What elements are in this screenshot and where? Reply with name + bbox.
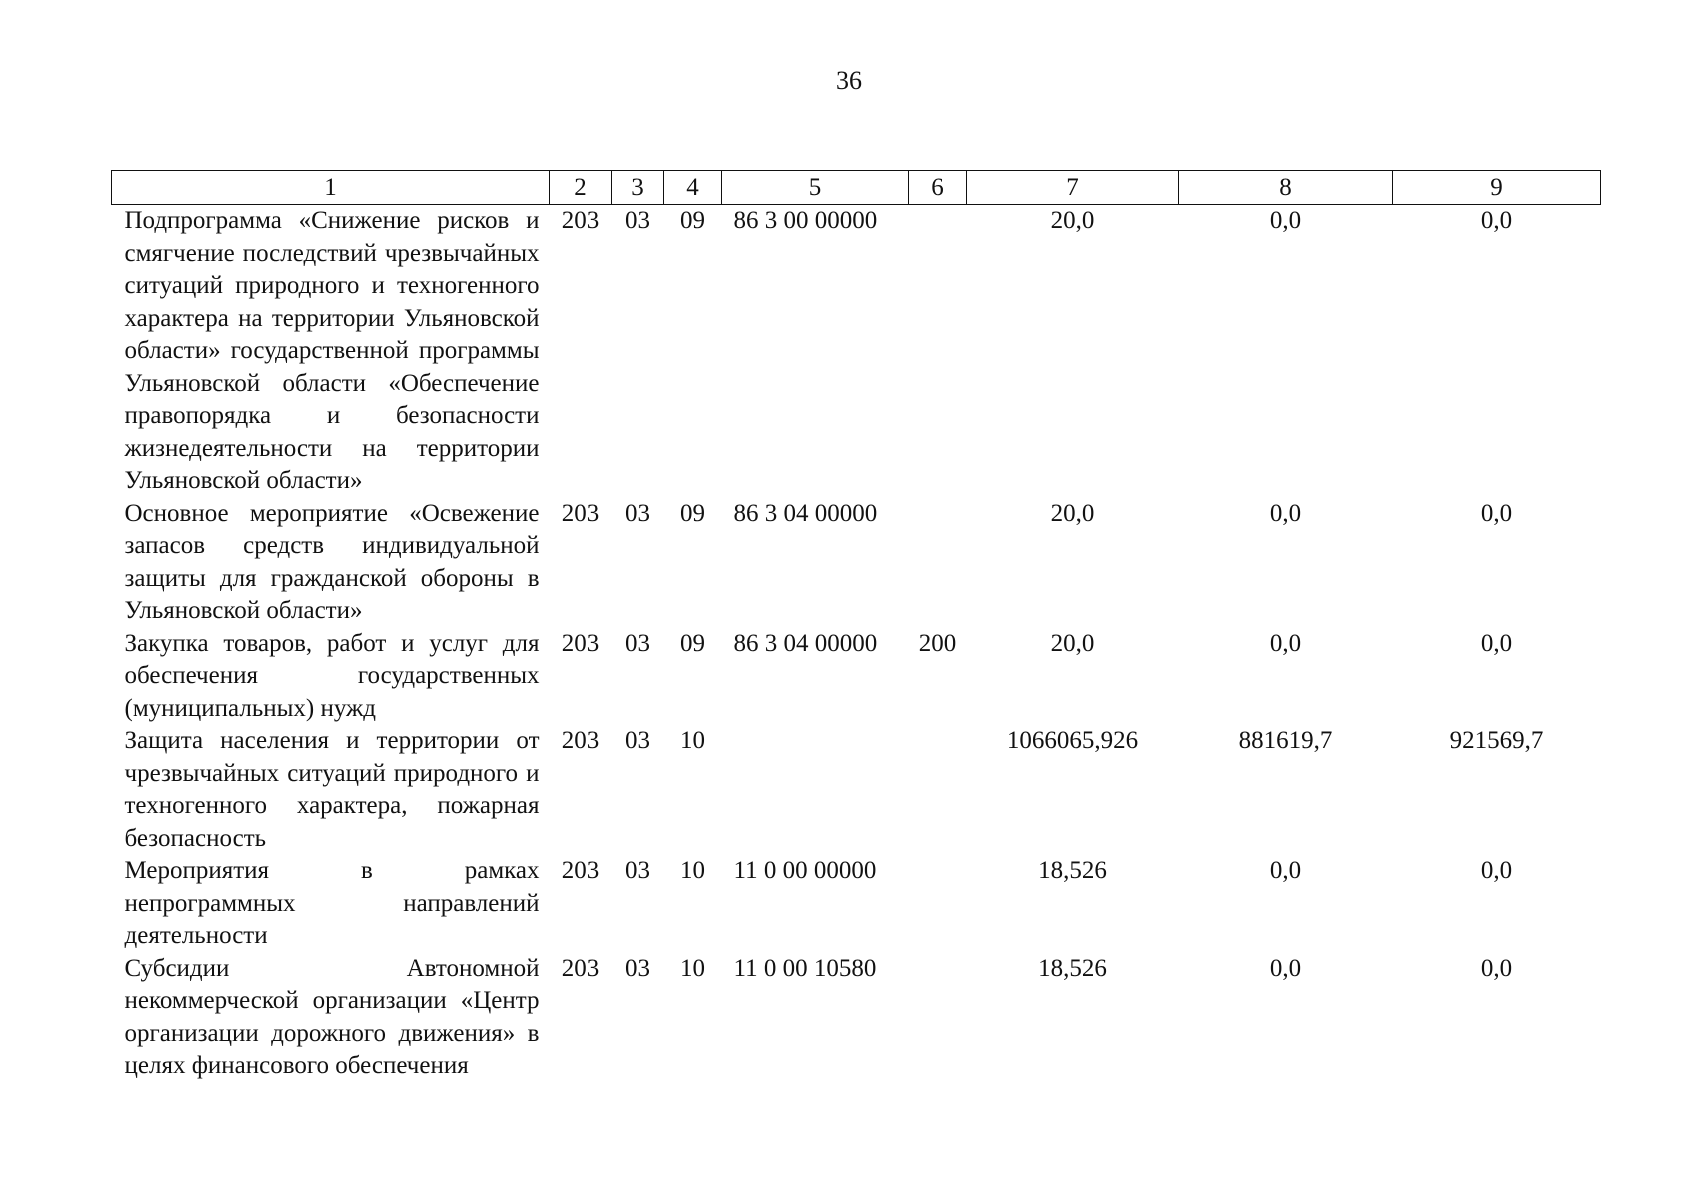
row-col-5: 86 3 04 00000 (733, 629, 878, 657)
row-col-7: 20,0 (1050, 629, 1095, 657)
row-col-3: 03 (625, 857, 650, 884)
row-col-2: 203 (561, 629, 600, 657)
row-col-2: 203 (561, 207, 600, 234)
header-col-9: 9 (1393, 171, 1601, 205)
row-col-4: 09 (680, 629, 705, 657)
page-number: 36 (836, 66, 862, 95)
header-row (112, 171, 1601, 205)
row-col-9: 0,0 (1480, 629, 1513, 657)
header-col-6: 6 (909, 171, 967, 205)
row-col-4: 10 (680, 727, 705, 754)
table-row (112, 628, 1601, 726)
row-col-5: 86 3 00 00000 (733, 207, 878, 234)
table-row (112, 855, 1601, 953)
budget-table (111, 170, 1601, 1083)
row-name: Защита населения и территории от чрезвычайных ситуаций природного и техногенного характера, пожарная безопасность (124, 727, 540, 852)
row-col-2: 203 (561, 499, 600, 527)
row-col-9: 0,0 (1480, 954, 1513, 982)
row-col-7: 20,0 (1050, 207, 1095, 234)
header-col-4: 4 (664, 171, 722, 205)
row-col-5 (722, 725, 909, 855)
header-col-7: 7 (967, 171, 1179, 205)
row-name: Подпрограмма «Снижение рисков и смягчение последствий чрезвычайных ситуаций природного и техногенного характера на территории Ульяновской области» государственной программы Ульяновской области «Обеспечение правопорядка и безопасности жизнедеятельности на территории Ульяновской области» (124, 207, 540, 494)
row-name: Основное мероприятие «Освежение запасов средств индивидуальной защиты для гражданской обороны в Ульяновской области» (124, 499, 540, 624)
row-col-3: 03 (625, 954, 650, 982)
row-col-4: 10 (680, 857, 705, 884)
row-col-9: 0,0 (1480, 857, 1513, 884)
row-col-9: 0,0 (1480, 499, 1513, 527)
row-col-2: 203 (561, 954, 600, 982)
row-col-8: 881619,7 (1238, 727, 1333, 754)
row-col-3: 03 (625, 727, 650, 754)
row-col-3: 03 (625, 207, 650, 234)
row-col-4: 09 (680, 207, 705, 234)
row-col-5: 11 0 00 00000 (733, 857, 877, 884)
table-row (112, 205, 1601, 498)
row-col-4: 10 (680, 954, 705, 982)
table-row (112, 725, 1601, 855)
row-col-8: 0,0 (1269, 499, 1302, 527)
row-col-8: 0,0 (1269, 629, 1302, 657)
header-col-3: 3 (612, 171, 664, 205)
row-col-8: 0,0 (1269, 207, 1302, 234)
row-col-6: 200 (918, 629, 957, 657)
table-row (112, 498, 1601, 628)
row-col-8: 0,0 (1269, 857, 1302, 884)
table-row (112, 953, 1601, 1083)
row-col-9: 0,0 (1480, 207, 1513, 234)
row-col-9: 921569,7 (1449, 727, 1544, 754)
row-col-3: 03 (625, 629, 650, 657)
header-col-8: 8 (1179, 171, 1393, 205)
row-name: Закупка товаров, работ и услуг для обеспечения государственных (муниципальных) нужд (124, 629, 540, 722)
row-col-7: 18,526 (1038, 857, 1107, 884)
row-col-7: 1066065,926 (1006, 727, 1139, 754)
row-col-5: 11 0 00 10580 (733, 954, 877, 982)
row-col-7: 18,526 (1038, 954, 1107, 982)
row-col-6 (909, 855, 967, 953)
row-col-6 (909, 953, 967, 1083)
row-col-5: 86 3 04 00000 (733, 499, 878, 527)
row-col-6 (909, 205, 967, 498)
row-name: Субсидии Автономной некоммерческой организации «Центр организации дорожного движения» в целях финансового обеспечения (124, 954, 540, 1079)
row-col-4: 09 (680, 499, 705, 527)
row-col-6 (909, 498, 967, 628)
row-name: Мероприятия в рамках непрограммных направлений деятельности (124, 857, 540, 949)
row-col-2: 203 (561, 727, 600, 754)
row-col-6 (909, 725, 967, 855)
row-col-3: 03 (625, 499, 650, 527)
row-col-2: 203 (561, 857, 600, 884)
header-col-2: 2 (550, 171, 612, 205)
header-col-1: 1 (112, 171, 550, 205)
header-col-5: 5 (722, 171, 909, 205)
row-col-8: 0,0 (1269, 954, 1302, 982)
row-col-7: 20,0 (1050, 499, 1095, 527)
